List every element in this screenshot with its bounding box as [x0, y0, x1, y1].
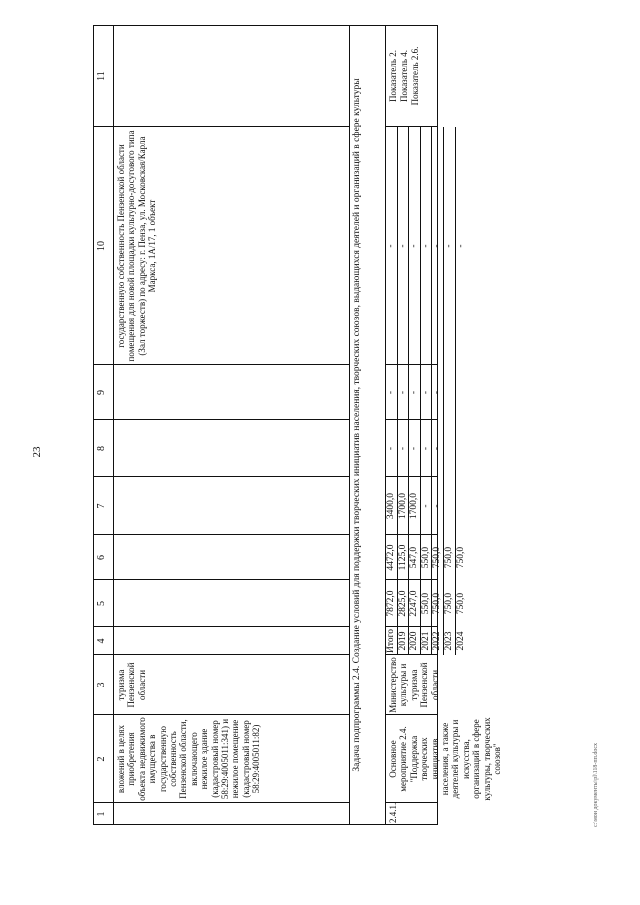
- top-row-result: государственную собственность Пензенской области помещения для новой площадки культурно-досугового типа (Зал торжеств) по адресу: г. Пенза, ул. Московская/Карла Маркса, 1А/17, 1 объект: [116, 130, 158, 362]
- amount-local: [443, 420, 455, 477]
- column-number: 11: [96, 71, 107, 81]
- result-value: -: [420, 244, 431, 248]
- year-label: 2019: [397, 631, 408, 651]
- result-value: -: [444, 244, 454, 248]
- result-value: -: [455, 244, 466, 248]
- amount-budget: 750,0: [432, 546, 443, 569]
- amount-federal: 1700,0: [397, 492, 408, 520]
- result-value: -: [386, 244, 396, 248]
- amount-total: 750,0: [455, 592, 466, 615]
- indicator-label: Показатель 2.: [388, 49, 398, 103]
- amount-local: -: [397, 446, 408, 451]
- column-divider: [93, 476, 349, 477]
- column-number: 8: [96, 446, 107, 451]
- column-divider: [93, 419, 349, 420]
- year-label: Итого: [386, 628, 396, 653]
- result-value: -: [409, 244, 420, 248]
- amount-other: -: [397, 390, 408, 395]
- page-number: 23: [31, 446, 43, 458]
- indicator-label: Показатель 4.: [399, 49, 409, 103]
- top-row-separator: [349, 25, 350, 825]
- header-separator: [113, 25, 114, 825]
- result-value: -: [397, 244, 408, 248]
- indicator-label: Показатель 2.6.: [410, 46, 420, 106]
- amount-total: 2247,0: [409, 590, 420, 617]
- column-divider: [93, 579, 349, 580]
- amount-total: 750,0: [444, 592, 454, 615]
- column-number: 10: [96, 241, 107, 251]
- column-divider: [93, 534, 349, 535]
- amount-budget: 750,0: [455, 546, 466, 569]
- amount-other: [443, 365, 455, 420]
- amount-federal: [455, 477, 467, 535]
- top-row-object-description: вложений в целях приобретения объекта недвижимого имущества в государственную собственность Пензенской области, включающего нежилое здание (кадастровый номер 58:29:4005011:341) и нежилое помещение (кадастровый номер 58:29:4005011:82): [116, 717, 262, 801]
- amount-budget: 750,0: [444, 546, 454, 569]
- column-number: 3: [96, 682, 107, 688]
- column-number: 7: [96, 503, 107, 509]
- column-number: 5: [96, 601, 107, 606]
- amount-budget: 1125,0: [397, 544, 408, 571]
- amount-other: -: [409, 390, 420, 395]
- amount-local: -: [432, 446, 443, 451]
- amount-other: [455, 365, 467, 420]
- column-number: 4: [96, 638, 107, 644]
- amount-other: -: [420, 390, 431, 395]
- column-number: 6: [96, 555, 107, 560]
- section-name: Основное мероприятие 2.4. "Поддержка творческих инициатив населения, а также деятелей культуры и искусства, организаций в сфере культуры, творческих союзов": [388, 717, 503, 801]
- column-number: 2: [96, 756, 107, 762]
- year-label: 2023: [444, 631, 454, 651]
- footer-file-path: c:\мои документы\pl\118-пп.docx: [593, 743, 599, 827]
- amount-federal: [443, 477, 455, 535]
- document-table: [93, 25, 503, 825]
- amount-budget: 550,0: [420, 546, 431, 569]
- amount-local: -: [386, 446, 396, 451]
- amount-local: [455, 420, 467, 477]
- amount-federal: 3400,0: [386, 492, 396, 520]
- task-title: Задача подпрограммы 2.4. Создание условий для поддержки творческих инициатив населения, творческих союзов, выдающихся деятелей и организаций в сфере культуры: [352, 78, 362, 772]
- amount-budget: 547,0: [409, 546, 420, 569]
- amount-local: -: [420, 446, 431, 451]
- section-executor: Министерство культуры и туризма Пензенской области: [388, 657, 440, 713]
- section-number: 2.4.1.: [388, 802, 398, 823]
- amount-total: 750,0: [432, 592, 443, 615]
- year-label: 2022: [432, 631, 443, 651]
- year-label: 2020: [409, 631, 420, 651]
- table-border-top: [93, 25, 94, 825]
- amount-local: -: [409, 446, 420, 451]
- year-label: 2024: [455, 631, 466, 651]
- year-label: 2021: [420, 631, 431, 651]
- column-divider: [93, 626, 349, 627]
- amount-total: 550,0: [420, 592, 431, 615]
- amount-federal: -: [432, 504, 443, 508]
- amount-total: 7872,0: [386, 590, 396, 617]
- result-value: -: [432, 244, 443, 248]
- amount-federal: -: [420, 504, 431, 508]
- amount-total: 2825,0: [397, 590, 408, 617]
- rotated-table-body: [93, 25, 503, 825]
- amount-other: -: [386, 390, 396, 395]
- column-number: 9: [96, 390, 107, 395]
- top-row-executor: туризма Пензенской области: [116, 662, 147, 708]
- column-number: 1: [96, 811, 107, 817]
- amount-budget: 4472,0: [386, 544, 396, 571]
- amount-other: -: [432, 390, 443, 395]
- amount-federal: 1700,0: [409, 492, 420, 520]
